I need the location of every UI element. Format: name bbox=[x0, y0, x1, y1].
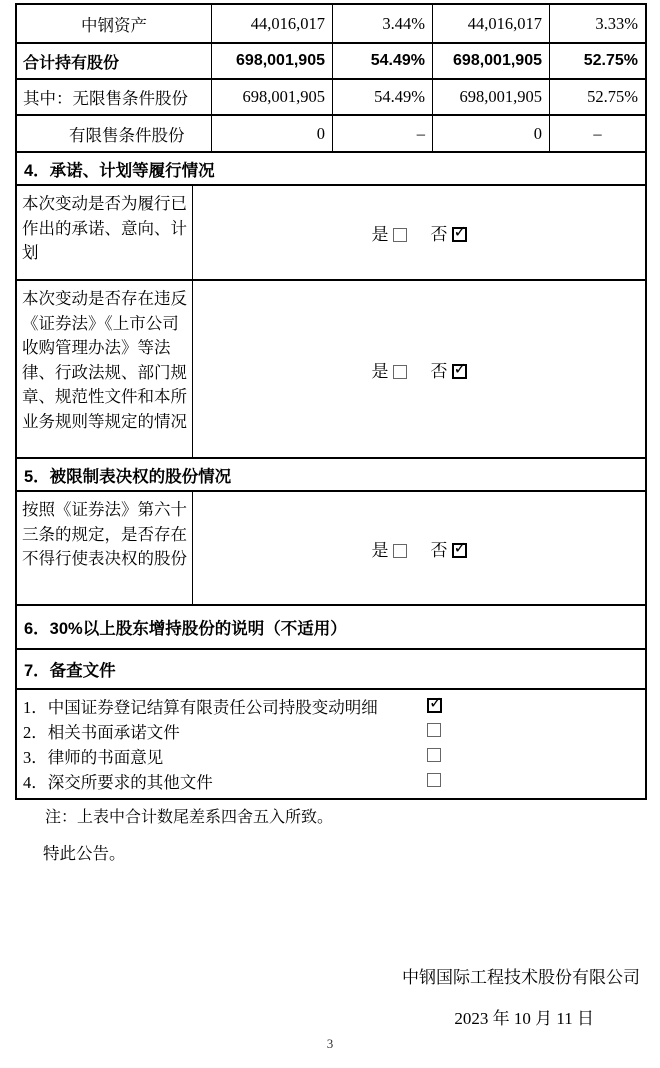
table-row bbox=[17, 5, 645, 42]
pct-after-cell: 52.75% bbox=[549, 80, 645, 114]
checkbox-empty-icon bbox=[393, 228, 407, 242]
company-name: 中钢国际工程技术股份有限公司 bbox=[402, 968, 640, 987]
shares-after-cell: 44,016,017 bbox=[432, 5, 549, 42]
no-option: 否 ✓ bbox=[430, 537, 467, 560]
checkbox-empty-icon bbox=[427, 748, 441, 762]
checkbox-checked-icon: ✓ bbox=[453, 222, 467, 241]
yes-no-answer bbox=[193, 492, 645, 604]
document-label: 2．相关书面承诺文件 bbox=[23, 723, 180, 742]
yes-option: 是 bbox=[372, 536, 407, 561]
section-title: 5．被限制表决权的股份情况 bbox=[24, 467, 232, 486]
pct-before-cell: 3.44% bbox=[332, 5, 432, 42]
shares-before-cell: 44,016,017 bbox=[211, 5, 332, 42]
yes-option: 是 bbox=[372, 357, 407, 382]
shares-before-cell: 698,001,905 bbox=[211, 80, 332, 114]
checkbox-checked-icon: ✓ bbox=[429, 693, 443, 712]
shareholder-name-cell: 中钢资产 bbox=[81, 15, 147, 35]
list-item bbox=[23, 720, 645, 745]
table-row bbox=[17, 78, 645, 114]
page-number: 3 bbox=[326, 1036, 334, 1051]
rounding-note: 注：上表中合计数尾差系四舍五入所致。 bbox=[45, 809, 334, 826]
pct-after-cell: 52.75% bbox=[549, 44, 645, 78]
section-title: 7．备查文件 bbox=[24, 662, 116, 680]
section-5-header bbox=[17, 457, 645, 490]
no-option: 否 ✓ bbox=[430, 358, 467, 381]
checkbox-empty-icon bbox=[393, 365, 407, 379]
announcement-date: 2023 年 10 月 11 日 bbox=[454, 1009, 594, 1028]
no-option: 否 ✓ bbox=[430, 222, 467, 244]
yes-no-answer bbox=[193, 186, 645, 279]
question-label: 本次变动是否为履行已作出的承诺、意向、计划 bbox=[17, 186, 193, 279]
disclosure-table bbox=[15, 3, 647, 800]
yes-option: 是 bbox=[372, 220, 407, 245]
pct-before-cell: 54.49% bbox=[332, 44, 432, 78]
restricted-label-cell: 有限售条件股份 bbox=[69, 125, 185, 145]
checkbox-empty-icon bbox=[393, 544, 407, 558]
checkbox-empty-icon bbox=[427, 773, 441, 787]
checkbox-empty-icon bbox=[427, 723, 441, 737]
checkbox-checked-icon: ✓ bbox=[453, 358, 467, 378]
pct-after-cell: 3.33% bbox=[549, 5, 645, 42]
shares-before-cell: 698,001,905 bbox=[211, 44, 332, 78]
section-4-row-2 bbox=[17, 279, 645, 457]
shares-after-cell: 698,001,905 bbox=[432, 44, 549, 78]
total-label-cell: 合计持有股份 bbox=[23, 54, 120, 72]
shares-after-cell: 698,001,905 bbox=[432, 80, 549, 114]
pct-after-cell: – bbox=[549, 116, 645, 151]
pct-before-cell: 54.49% bbox=[332, 80, 432, 114]
checkbox-checked-icon: ✓ bbox=[453, 537, 467, 557]
section-4-header bbox=[17, 151, 645, 184]
list-item bbox=[23, 745, 645, 770]
document-label: 3．律师的书面意见 bbox=[23, 748, 164, 767]
table-row-total bbox=[17, 42, 645, 78]
document-label: 1．中国证券登记结算有限责任公司持股变动明细 bbox=[23, 698, 378, 717]
closing-statement: 特此公告。 bbox=[43, 844, 126, 863]
unrestricted-label-cell: 其中：无限售条件股份 bbox=[23, 89, 188, 108]
list-item bbox=[23, 770, 645, 795]
question-label: 本次变动是否存在违反《证券法》《上市公司收购管理办法》等法律、行政法规、部门规章、规范性文件和本所业务规则等规定的情况 bbox=[17, 281, 193, 457]
list-item bbox=[23, 695, 645, 720]
shares-before-cell: 0 bbox=[211, 116, 332, 151]
section-5-row bbox=[17, 490, 645, 604]
reference-documents-list bbox=[17, 688, 645, 798]
pct-before-cell: – bbox=[332, 116, 432, 151]
document-label: 4．深交所要求的其他文件 bbox=[23, 773, 213, 792]
table-row bbox=[17, 114, 645, 151]
shares-after-cell: 0 bbox=[432, 116, 549, 151]
yes-no-answer bbox=[193, 281, 645, 457]
section-7-header bbox=[17, 648, 645, 688]
section-6-header bbox=[17, 604, 645, 648]
section-title: 4．承诺、计划等履行情况 bbox=[24, 161, 215, 180]
section-4-row-1 bbox=[17, 184, 645, 279]
question-label: 按照《证券法》第六十三条的规定，是否存在不得行使表决权的股份 bbox=[17, 492, 193, 604]
section-title: 6．30%以上股东增持股份的说明（不适用） bbox=[24, 620, 347, 638]
